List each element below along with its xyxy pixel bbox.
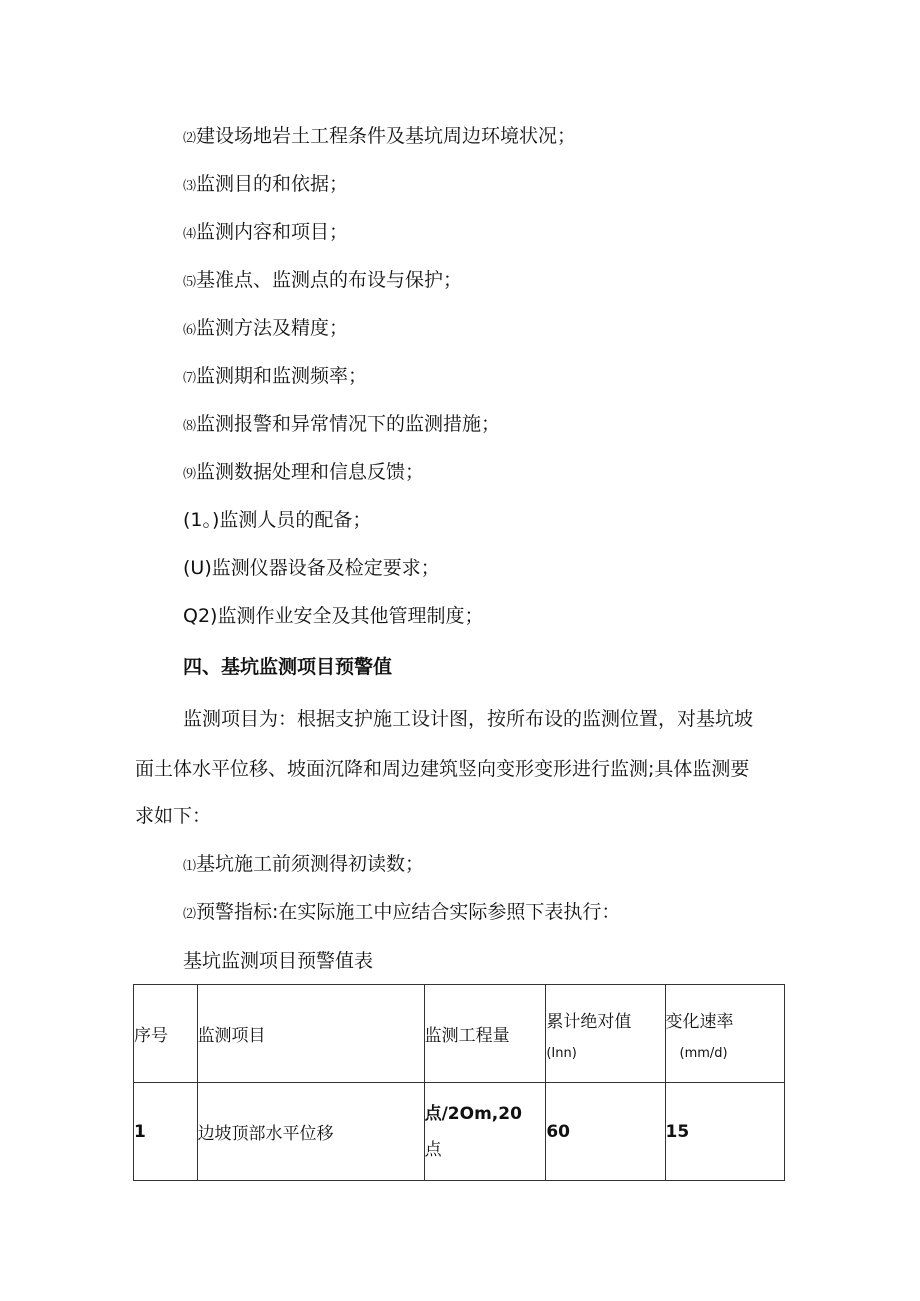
- list-marker: ⑸: [183, 275, 197, 290]
- cell-no: 1: [134, 1083, 198, 1181]
- cell-rate: 15: [665, 1083, 785, 1181]
- header-rate-unit: (mm/d): [679, 1045, 728, 1061]
- paragraph-line-2: 面土体水平位移、坡面沉降和周边建筑竖向变形变形进行监测;具体监测要: [135, 758, 750, 780]
- list-item: [183, 124, 576, 151]
- header-cumulative: 累计绝对值: [546, 1011, 632, 1032]
- list-item-text: 监测报警和异常情况下的监测措施；: [196, 413, 501, 435]
- list-item-text: 预警指标:在实际施工中应结合实际参照下表执行：: [196, 901, 621, 923]
- list-item: [183, 900, 620, 927]
- list-item: [183, 556, 440, 583]
- warning-value-table: [133, 984, 785, 1181]
- list-marker: ⑴: [183, 859, 197, 874]
- list-marker: ⑺: [183, 371, 197, 386]
- header-no: 序号: [134, 1026, 168, 1046]
- list-item: [183, 172, 348, 199]
- list-item-text: 基准点、监测点的布设与保护；: [196, 269, 463, 291]
- list-marker: ⑷: [183, 227, 197, 242]
- table-row: [134, 1083, 785, 1181]
- list-item: [183, 508, 371, 535]
- table-title: 基坑监测项目预警值表: [183, 950, 374, 972]
- header-cell: [134, 985, 198, 1083]
- table-header-row: [134, 985, 785, 1083]
- list-item-text: 基坑施工前须测得初读数；: [196, 853, 425, 875]
- list-item: [183, 460, 424, 487]
- header-item: 监测项目: [197, 1026, 266, 1046]
- list-item: [183, 604, 483, 631]
- list-item-text: (U)监测仪器设备及检定要求；: [183, 557, 440, 579]
- list-item-text: 监测方法及精度；: [196, 317, 349, 339]
- list-item-text: 监测内容和项目；: [196, 221, 349, 243]
- header-rate: 变化速率: [665, 1011, 734, 1032]
- list-item: [183, 316, 348, 343]
- list-item-text: 建设场地岩土工程条件及基坑周边环境状况；: [196, 125, 577, 147]
- list-item-text: 监测目的和依据；: [196, 173, 349, 195]
- paragraph-line-3: 求如下：: [135, 805, 212, 827]
- list-item-text: 监测数据处理和信息反馈；: [196, 461, 425, 483]
- list-marker: ⑼: [183, 467, 197, 482]
- section-heading: 四、基坑监测项目预警值: [183, 656, 393, 678]
- list-item: [183, 412, 500, 439]
- list-marker: ⑵: [183, 907, 197, 922]
- list-item-text: 监测期和监测频率；: [196, 365, 368, 387]
- cell-quantity: [424, 1083, 546, 1181]
- list-marker: ⑹: [183, 323, 197, 338]
- cell-item: 边坡顶部水平位移: [197, 1083, 424, 1181]
- paragraph-line-1: 监测项目为：根据支护施工设计图，按所布设的监测位置，对基坑坡: [183, 708, 754, 730]
- cell-quantity-line-1: 点/2Om,20: [424, 1103, 522, 1124]
- header-quantity: 监测工程量: [424, 1026, 510, 1046]
- header-cell: [546, 985, 665, 1083]
- list-marker: ⑵: [183, 131, 197, 146]
- header-cell: [665, 985, 785, 1083]
- list-item-text: Q2)监测作业安全及其他管理制度；: [183, 605, 484, 627]
- header-cumulative-unit: (Inn): [546, 1045, 577, 1061]
- header-cell: [197, 985, 424, 1083]
- list-item: [183, 268, 462, 295]
- list-item: [183, 364, 367, 391]
- list-marker: ⑶: [183, 179, 197, 194]
- list-item: [183, 220, 348, 247]
- header-cell: [424, 985, 546, 1083]
- list-item: [183, 852, 424, 879]
- list-marker: ⑻: [183, 419, 197, 434]
- list-item-text: (1。)监测人员的配备；: [183, 509, 372, 531]
- cell-quantity-line-2: 点: [424, 1139, 442, 1160]
- cell-cumulative: 60: [546, 1083, 665, 1181]
